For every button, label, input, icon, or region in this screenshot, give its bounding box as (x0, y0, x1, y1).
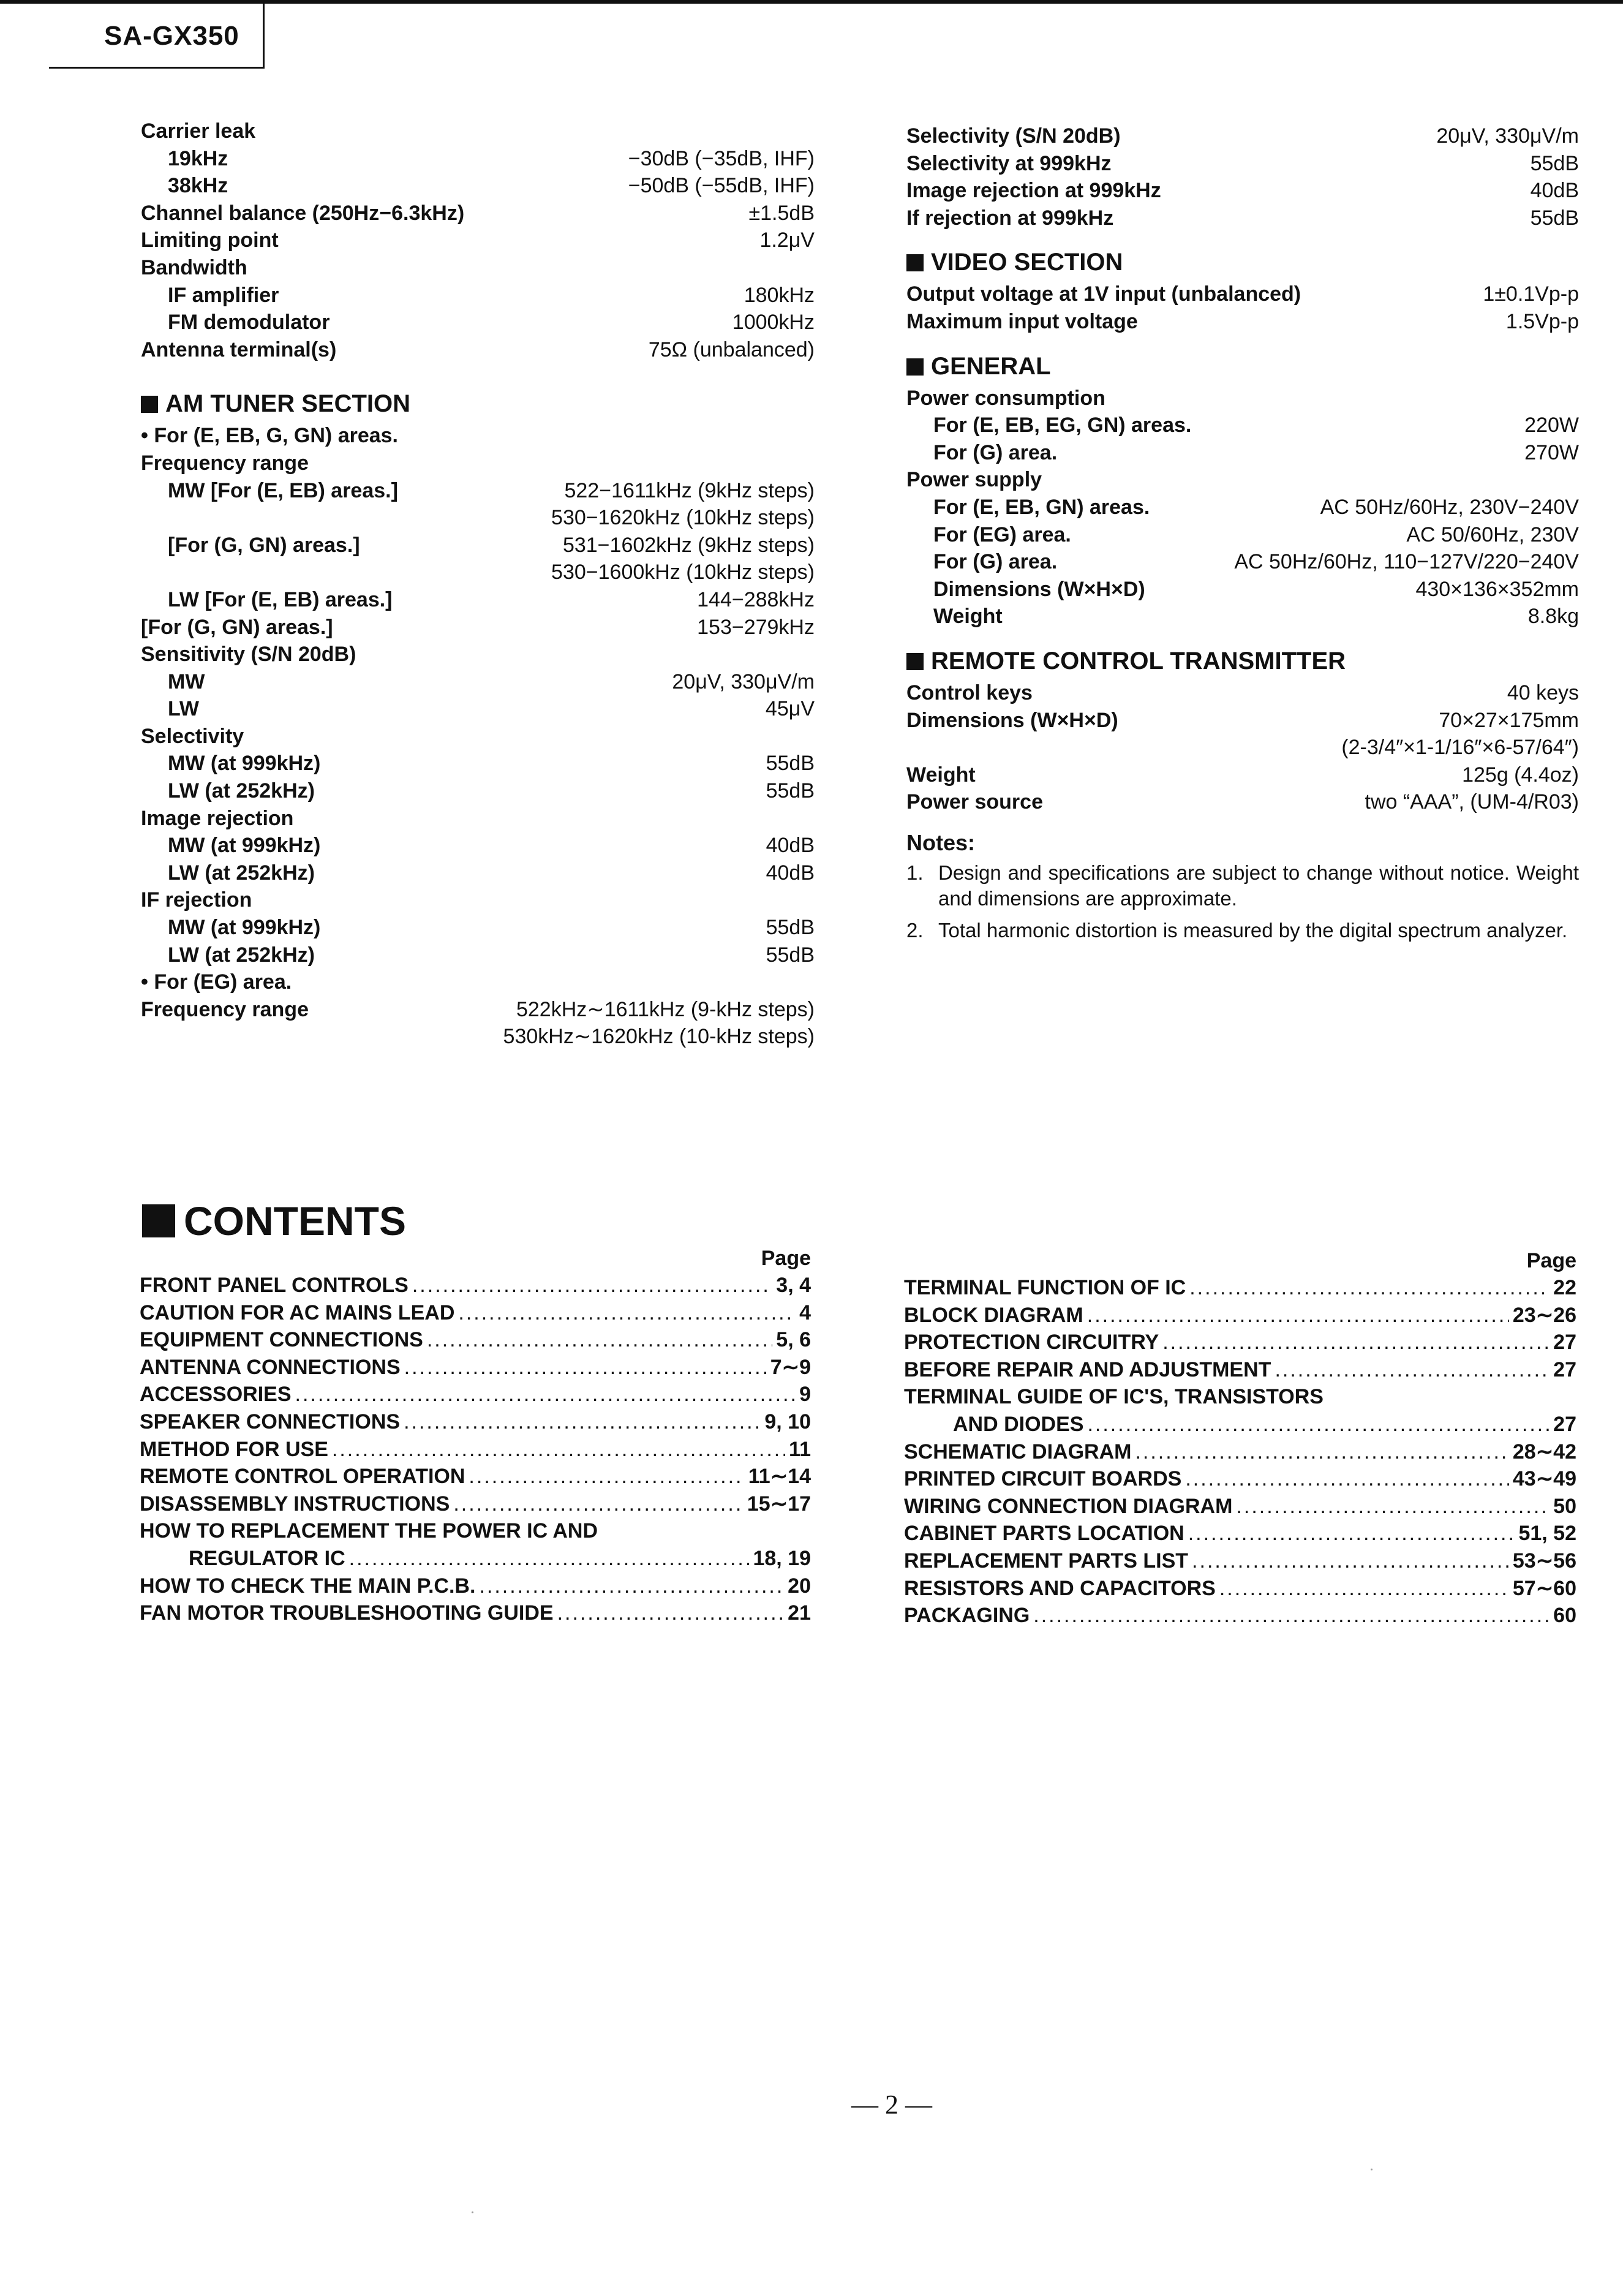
spec-label: Weight (906, 763, 976, 787)
toc-page: 18, 19 (753, 1546, 811, 1570)
dot-leader (479, 1573, 784, 1600)
toc-entry[interactable] (140, 1408, 811, 1436)
dot-leader (1135, 1438, 1508, 1466)
spec-label: 19kHz (168, 146, 228, 170)
toc-entry[interactable] (904, 1547, 1576, 1575)
spec-value: 522kHz∼1611kHz (9-kHz steps) (516, 997, 815, 1021)
tuner-spec-row (906, 150, 1579, 178)
spec-value: 40 keys (1507, 681, 1579, 704)
spec-value: 530−1620kHz (10kHz steps) (551, 506, 815, 530)
toc-title: SPEAKER CONNECTIONS (140, 1410, 401, 1433)
toc-title: HOW TO CHECK THE MAIN P.C.B. (140, 1574, 476, 1598)
tuner-spec-row (906, 123, 1579, 150)
spec-label: For (EG) area. (933, 523, 1071, 546)
right-spec-column (906, 123, 1579, 950)
note-text: Total harmonic distortion is measured by the digital spectrum analyzer. (938, 918, 1568, 942)
spec-label: FM demodulator (168, 311, 330, 334)
toc-entry[interactable] (140, 1436, 811, 1463)
scan-speck (1371, 2169, 1373, 2170)
toc-title: HOW TO REPLACEMENT THE POWER IC AND (140, 1519, 598, 1543)
toc-entry[interactable] (904, 1493, 1576, 1520)
toc-entry[interactable] (904, 1383, 1576, 1411)
spec-value: 1±0.1Vp-p (1483, 282, 1579, 306)
contents-right-column (904, 1247, 1576, 1629)
spec-label: Maximum input voltage (906, 309, 1138, 333)
spec-label: MW [For (E, EB) areas.] (168, 478, 398, 502)
am-spec-list (141, 422, 815, 1051)
fm-spec-row (141, 118, 815, 145)
video-spec-row (906, 308, 1579, 336)
notes-heading: Notes: (906, 829, 976, 855)
am-spec-row (141, 586, 815, 614)
toc-entry[interactable] (140, 1490, 811, 1518)
dot-leader (1188, 1520, 1515, 1547)
general-spec-row (906, 576, 1579, 603)
notes-list (906, 860, 1579, 943)
toc-entry[interactable] (140, 1381, 811, 1408)
toc-entry[interactable] (904, 1411, 1576, 1438)
am-spec-row (141, 914, 815, 942)
spec-value: 530−1600kHz (10kHz steps) (551, 561, 815, 584)
spec-value: 20μV, 330μV/m (672, 670, 815, 693)
toc-page: 9 (799, 1383, 811, 1407)
spec-label: Power source (906, 790, 1043, 814)
spec-value: −50dB (−55dB, IHF) (628, 174, 815, 198)
toc-page: 3, 4 (776, 1274, 811, 1297)
am-spec-row (141, 859, 815, 887)
toc-title: REGULATOR IC (189, 1546, 345, 1570)
dot-leader (1087, 1302, 1509, 1329)
spec-value: AC 50Hz/60Hz, 230V−240V (1320, 495, 1579, 519)
spec-value: 40dB (766, 834, 815, 858)
spec-label: Selectivity (S/N 20dB) (906, 124, 1121, 148)
general-spec-row (906, 521, 1579, 549)
spec-label: • For (E, EB, G, GN) areas. (141, 424, 399, 448)
toc-page: 7∼9 (770, 1355, 811, 1379)
tuner-spec-list (906, 123, 1579, 232)
remote-spec-row (906, 734, 1579, 761)
am-spec-row (141, 532, 815, 559)
toc-title: ACCESSORIES (140, 1383, 292, 1407)
toc-title: TERMINAL GUIDE OF IC'S, TRANSISTORS (904, 1385, 1324, 1409)
remote-spec-row (906, 679, 1579, 707)
toc-page: 23∼26 (1512, 1303, 1576, 1327)
toc-entry[interactable] (904, 1465, 1576, 1493)
spec-value: 530kHz∼1620kHz (10-kHz steps) (503, 1025, 815, 1049)
toc-page: 11 (789, 1437, 811, 1461)
spec-label: Dimensions (W×H×D) (906, 708, 1118, 732)
spec-label: • For (EG) area. (141, 970, 292, 994)
am-spec-row (141, 832, 815, 859)
spec-value: 20μV, 330μV/m (1436, 124, 1579, 148)
dot-leader (1275, 1356, 1550, 1384)
am-spec-row (141, 723, 815, 750)
toc-title: FAN MOTOR TROUBLESHOOTING GUIDE (140, 1601, 554, 1625)
left-spec-column (141, 118, 815, 1051)
toc-title: EQUIPMENT CONNECTIONS (140, 1328, 423, 1352)
spec-value: 125g (4.4oz) (1462, 763, 1579, 787)
section-square-icon (141, 396, 158, 413)
note-number: 2. (906, 918, 924, 942)
toc-page: 9, 10 (764, 1410, 811, 1433)
am-section-heading: AM TUNER SECTION (141, 385, 815, 422)
spec-label: LW [For (E, EB) areas.] (168, 587, 393, 611)
general-spec-row (906, 439, 1579, 467)
toc-page: 57∼60 (1512, 1576, 1576, 1600)
dot-leader (332, 1436, 785, 1463)
fm-spec-row (141, 309, 815, 336)
spec-label: Carrier leak (141, 119, 256, 143)
toc-entry[interactable] (904, 1575, 1576, 1603)
toc-entry[interactable] (904, 1356, 1576, 1384)
spec-value: 1.5Vp-p (1505, 309, 1579, 333)
spec-label: For (E, EB, GN) areas. (933, 495, 1150, 519)
spec-label: For (E, EB, EG, GN) areas. (933, 414, 1192, 437)
toc-page: 20 (788, 1574, 811, 1598)
spec-value: 45μV (765, 697, 815, 721)
spec-value: 75Ω (unbalanced) (648, 338, 815, 361)
spec-value: 55dB (766, 779, 815, 803)
toc-entry[interactable] (140, 1599, 811, 1627)
spec-label: Weight (933, 605, 1003, 629)
fm-spec-row (141, 336, 815, 364)
spec-value: 55dB (1530, 151, 1579, 175)
spec-label: LW (at 252kHz) (168, 779, 315, 803)
dot-leader (458, 1299, 796, 1327)
toc-entry[interactable] (140, 1326, 811, 1354)
spec-label: Selectivity at 999kHz (906, 151, 1112, 175)
video-spec-list (906, 281, 1579, 335)
spec-value: 55dB (1530, 206, 1579, 230)
am-spec-row (141, 641, 815, 668)
toc-title: BLOCK DIAGRAM (904, 1303, 1083, 1327)
spec-label: Dimensions (W×H×D) (933, 577, 1145, 601)
spec-label: IF amplifier (168, 283, 279, 307)
general-spec-row (906, 548, 1579, 576)
toc-entry[interactable] (904, 1520, 1576, 1547)
toc-entry[interactable] (140, 1463, 811, 1490)
section-square-icon (906, 653, 924, 670)
page-column-header: Page (1526, 1249, 1576, 1272)
spec-value: 55dB (766, 752, 815, 776)
section-square-icon (906, 358, 924, 376)
spec-label: Power consumption (906, 386, 1105, 410)
toc-title: FRONT PANEL CONTROLS (140, 1274, 409, 1297)
spec-value: 220W (1524, 414, 1579, 437)
toc-page: 51, 52 (1518, 1522, 1576, 1546)
am-spec-row (141, 996, 815, 1024)
toc-title: WIRING CONNECTION DIAGRAM (904, 1494, 1233, 1518)
spec-label: Image rejection at 999kHz (906, 179, 1161, 203)
spec-value: 522−1611kHz (9kHz steps) (564, 478, 815, 502)
tuner-spec-row (906, 205, 1579, 232)
dot-leader (1162, 1329, 1550, 1356)
spec-label: MW (168, 670, 205, 693)
spec-label: 38kHz (168, 174, 228, 198)
fm-spec-list (141, 118, 815, 363)
fm-spec-row (141, 200, 815, 227)
note-text: Design and specifications are subject to change without notice. Weight and dimensions are approximate. (938, 861, 1579, 910)
spec-value: ±1.5dB (748, 201, 815, 225)
toc-entry[interactable] (140, 1272, 811, 1299)
spec-value: 1.2μV (759, 228, 815, 252)
remote-spec-list (906, 679, 1579, 816)
toc-page: 11∼14 (748, 1465, 811, 1489)
note-item (906, 918, 1579, 943)
remote-spec-row (906, 761, 1579, 789)
spec-label: MW (at 999kHz) (168, 916, 321, 940)
spec-label: Selectivity (141, 724, 244, 748)
am-spec-row (141, 422, 815, 450)
toc-page: 22 (1553, 1276, 1576, 1299)
toc-entry[interactable] (904, 1274, 1576, 1302)
am-spec-row (141, 695, 815, 723)
toc-page: 27 (1553, 1412, 1576, 1436)
scan-speck (472, 2211, 473, 2213)
spec-label: If rejection at 999kHz (906, 206, 1114, 230)
am-spec-row (141, 450, 815, 477)
am-spec-row (141, 942, 815, 969)
general-section-heading: GENERAL (906, 348, 1579, 385)
spec-label: LW (168, 697, 199, 721)
toc-title: CABINET PARTS LOCATION (904, 1522, 1184, 1546)
toc-title: REPLACEMENT PARTS LIST (904, 1549, 1189, 1573)
spec-value: 40dB (766, 861, 815, 885)
dot-leader (1236, 1493, 1550, 1520)
general-spec-list (906, 385, 1579, 630)
toc-page: 4 (799, 1301, 811, 1324)
spec-value: 55dB (766, 916, 815, 940)
remote-spec-row (906, 707, 1579, 734)
note-number: 1. (906, 861, 924, 884)
model-number: SA-GX350 (104, 21, 239, 51)
toc-title: PROTECTION CIRCUITRY (904, 1331, 1159, 1354)
fm-spec-row (141, 282, 815, 309)
toc-page: 27 (1553, 1331, 1576, 1354)
am-spec-row (141, 886, 815, 914)
spec-label: For (G) area. (933, 550, 1058, 574)
spec-label: LW (at 252kHz) (168, 943, 315, 967)
spec-label: Frequency range (141, 451, 309, 475)
dot-leader (453, 1490, 744, 1518)
fm-spec-row (141, 145, 815, 173)
spec-label: For (G) area. (933, 440, 1058, 464)
dot-leader (1185, 1465, 1509, 1493)
am-spec-row (141, 805, 815, 833)
toc-title: CAUTION FOR AC MAINS LEAD (140, 1301, 455, 1324)
general-spec-row (906, 603, 1579, 630)
video-spec-row (906, 281, 1579, 308)
general-spec-row (906, 412, 1579, 439)
spec-value: 531−1602kHz (9kHz steps) (562, 533, 815, 557)
dot-leader (427, 1326, 772, 1354)
spec-value: 70×27×175mm (1439, 708, 1579, 732)
dot-leader (412, 1272, 772, 1299)
spec-value: 40dB (1530, 179, 1579, 203)
toc-title: DISASSEMBLY INSTRUCTIONS (140, 1492, 450, 1516)
toc-entry[interactable] (904, 1302, 1576, 1329)
toc-entry[interactable] (140, 1573, 811, 1600)
page-column-header: Page (761, 1247, 811, 1270)
toc-entry[interactable] (904, 1602, 1576, 1629)
section-square-icon (142, 1204, 175, 1237)
toc-title: TERMINAL FUNCTION OF IC (904, 1276, 1186, 1299)
toc-title: SCHEMATIC DIAGRAM (904, 1440, 1132, 1463)
spec-value: 8.8kg (1527, 605, 1579, 629)
am-spec-row (141, 969, 815, 996)
spec-value: (2-3/4″×1-1/16″×6-57/64″) (1341, 736, 1579, 760)
toc-entry[interactable] (904, 1438, 1576, 1466)
dot-leader (295, 1381, 796, 1408)
spec-label: Sensitivity (S/N 20dB) (141, 643, 356, 667)
fm-spec-row (141, 227, 815, 254)
toc-title: PACKAGING (904, 1604, 1030, 1628)
toc-title: ANTENNA CONNECTIONS (140, 1355, 401, 1379)
toc-entry[interactable] (140, 1517, 811, 1545)
am-spec-row (141, 750, 815, 777)
toc-title: AND DIODES (953, 1412, 1084, 1436)
toc-title: RESISTORS AND CAPACITORS (904, 1576, 1216, 1600)
spec-value: 180kHz (744, 283, 815, 307)
toc-entry[interactable] (904, 1329, 1576, 1356)
toc-page: 53∼56 (1512, 1549, 1576, 1573)
am-spec-row (141, 668, 815, 696)
am-spec-row (141, 504, 815, 532)
contents-left-column (140, 1245, 811, 1627)
spec-value: 430×136×352mm (1415, 577, 1579, 601)
dot-leader (1219, 1575, 1509, 1603)
remote-section-heading: REMOTE CONTROL TRANSMITTER (906, 643, 1579, 679)
toc-page: 27 (1553, 1358, 1576, 1381)
dot-leader (404, 1354, 767, 1381)
toc-title: BEFORE REPAIR AND ADJUSTMENT (904, 1358, 1271, 1381)
spec-label: Output voltage at 1V input (unbalanced) (906, 282, 1301, 306)
am-spec-row (141, 1023, 815, 1051)
toc-entry[interactable] (140, 1299, 811, 1327)
spec-value: −30dB (−35dB, IHF) (628, 146, 815, 170)
toc-title: METHOD FOR USE (140, 1437, 328, 1461)
spec-value: two “AAA”, (UM-4/R03) (1365, 790, 1579, 814)
page-number: — 2 — (851, 2090, 932, 2120)
dot-leader (1189, 1274, 1550, 1302)
tuner-spec-row (906, 177, 1579, 205)
dot-leader (349, 1545, 750, 1573)
am-spec-row (141, 477, 815, 505)
note-item (906, 860, 1579, 912)
general-spec-row (906, 466, 1579, 494)
spec-label: Image rejection (141, 806, 294, 830)
spec-label: [For (G, GN) areas.] (141, 615, 333, 639)
fm-spec-row (141, 172, 815, 200)
spec-value: 270W (1524, 440, 1579, 464)
model-box (49, 4, 265, 69)
general-spec-row (906, 494, 1579, 521)
spec-label: Antenna terminal(s) (141, 338, 337, 361)
remote-spec-row (906, 788, 1579, 816)
fm-spec-row (141, 254, 815, 282)
dot-leader (1192, 1547, 1509, 1575)
toc-page: 15∼17 (747, 1492, 811, 1516)
spec-label: IF rejection (141, 888, 252, 912)
dot-leader (557, 1599, 785, 1627)
toc-page: 60 (1553, 1604, 1576, 1628)
spec-label: Frequency range (141, 997, 309, 1021)
spec-label: Power supply (906, 468, 1042, 492)
spec-label: MW (at 999kHz) (168, 752, 321, 776)
spec-value: AC 50Hz/60Hz, 110−127V/220−240V (1234, 550, 1579, 574)
am-spec-row (141, 777, 815, 805)
spec-label: [For (G, GN) areas.] (168, 533, 360, 557)
toc-page: 43∼49 (1512, 1467, 1576, 1491)
toc-page: 50 (1553, 1494, 1576, 1518)
contents-heading: CONTENTS (142, 1193, 406, 1248)
spec-label: Bandwidth (141, 255, 247, 279)
am-spec-row (141, 614, 815, 641)
dot-leader (469, 1463, 744, 1490)
toc-page: 5, 6 (776, 1328, 811, 1352)
general-spec-row (906, 385, 1579, 412)
spec-label: Control keys (906, 681, 1033, 704)
spec-value: 144−288kHz (697, 587, 815, 611)
toc-page: 28∼42 (1512, 1440, 1576, 1463)
dot-leader (404, 1408, 761, 1436)
section-square-icon (906, 254, 924, 271)
spec-value: 1000kHz (732, 311, 815, 334)
dot-leader (1087, 1411, 1550, 1438)
spec-value: 153−279kHz (697, 615, 815, 639)
spec-value: 55dB (766, 943, 815, 967)
spec-label: LW (at 252kHz) (168, 861, 315, 885)
toc-page: 21 (788, 1601, 811, 1625)
toc-entry[interactable] (140, 1354, 811, 1381)
am-spec-row (141, 559, 815, 586)
spec-label: MW (at 999kHz) (168, 834, 321, 858)
video-section-heading: VIDEO SECTION (906, 244, 1579, 281)
spec-label: Limiting point (141, 228, 279, 252)
spec-value: AC 50/60Hz, 230V (1406, 523, 1579, 546)
dot-leader (1033, 1602, 1550, 1629)
toc-title: PRINTED CIRCUIT BOARDS (904, 1467, 1182, 1491)
spec-label: Channel balance (250Hz−6.3kHz) (141, 201, 465, 225)
toc-entry[interactable] (140, 1545, 811, 1573)
toc-title: REMOTE CONTROL OPERATION (140, 1465, 465, 1489)
